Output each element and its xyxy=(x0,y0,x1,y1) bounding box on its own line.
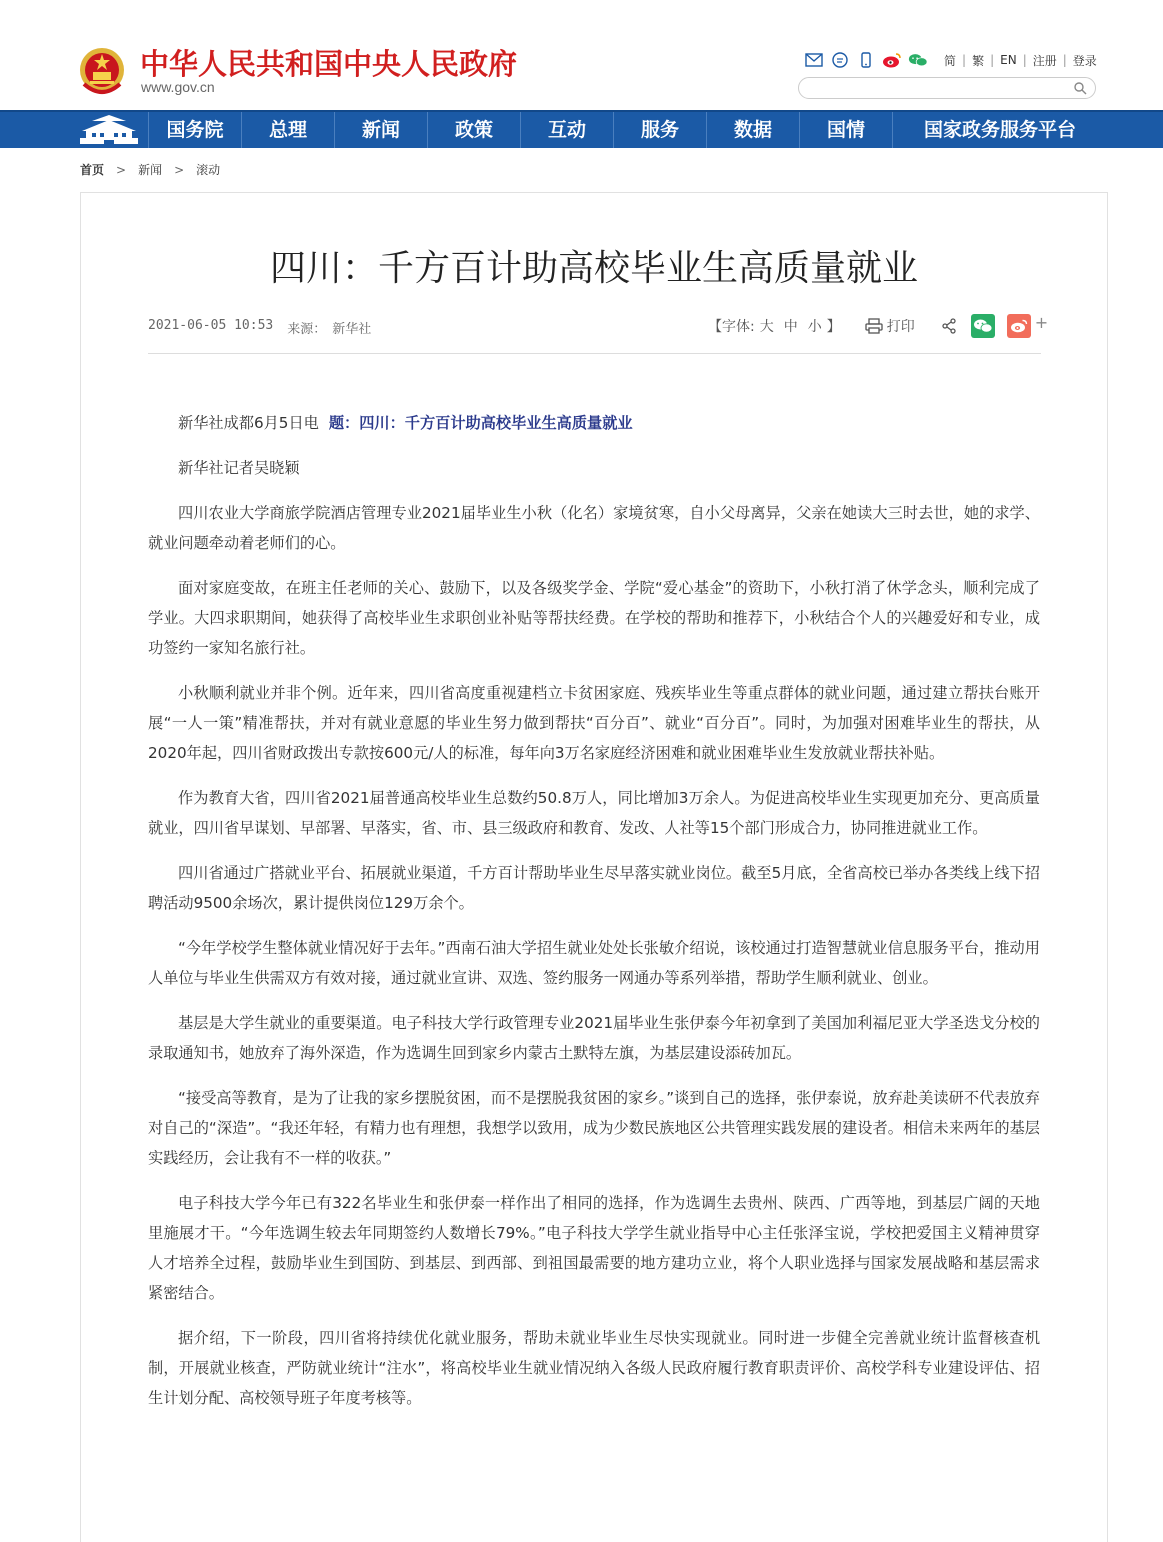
source-name: 新华社 xyxy=(332,322,372,337)
site-header xyxy=(0,0,1163,110)
site-url: www.gov.cn xyxy=(141,79,215,95)
weibo-icon xyxy=(1010,319,1028,333)
search-input[interactable] xyxy=(798,77,1096,99)
chat-icon[interactable] xyxy=(830,51,850,69)
article-paragraph: 四川农业大学商旅学院酒店管理专业2021届毕业生小秋（化名）家境贫寒，自小父母离异，父亲在她读大三时去世，她的求学、就业问题牵动着老师们的心。 xyxy=(148,504,1040,552)
share-more-icon[interactable]: + xyxy=(1034,312,1049,332)
article-paragraph: “接受高等教育，是为了让我的家乡摆脱贫困，而不是摆脱我贫困的家乡。”谈到自己的选择，张伊泰说，放弃赴美读研不代表放弃对自己的“深造”。“我还年轻，有精力也有理想，我想学以致用，成为少数民族地区公共管理实践发展的建设者。相信未来两年的基层实践经历，会让我有不一样的收获。” xyxy=(148,1089,1040,1167)
mail-icon[interactable] xyxy=(804,51,824,69)
nav-item-data[interactable]: 数据 xyxy=(706,112,799,148)
article-paragraph: 面对家庭变故，在班主任老师的关心、鼓励下，以及各级奖学金、学院“爱心基金”的资助下，小秋打消了休学念头，顺利完成了学业。大四求职期间，她获得了高校毕业生求职创业补贴等帮扶经费。在学校的帮助和推荐下，小秋结合个人的兴趣爱好和专业，成功签约一家知名旅行社。 xyxy=(148,579,1040,657)
article-paragraph: 基层是大学生就业的重要渠道。电子科技大学行政管理专业2021届毕业生张伊泰今年初拿到了美国加利福尼亚大学圣迭戈分校的录取通知书，她放弃了海外深造，作为选调生回到家乡内蒙古土默特左旗，为基层建设添砖加瓦。 xyxy=(148,1014,1040,1062)
wechat-icon xyxy=(973,318,993,334)
site-title[interactable]: 中华人民共和国中央人民政府 xyxy=(140,47,518,81)
top-links xyxy=(938,52,1103,69)
nav-item-gov-service-platform[interactable]: 国家政务服务平台 xyxy=(892,112,1107,148)
font-label-open: 【字体: xyxy=(708,319,755,335)
share-icons xyxy=(941,314,1048,338)
chevron-right-icon: > xyxy=(174,162,185,177)
breadcrumb-home[interactable]: 首页 xyxy=(80,163,105,177)
article-dateline: 新华社成都6月5日电 xyxy=(178,414,319,432)
link-traditional[interactable]: 繁 xyxy=(972,53,985,68)
print-label: 打印 xyxy=(886,319,915,335)
breadcrumb xyxy=(80,161,220,178)
wechat-icon[interactable] xyxy=(908,51,928,69)
link-separator: | xyxy=(1062,53,1067,67)
font-size-control xyxy=(708,316,841,336)
article-body xyxy=(148,408,1040,1428)
font-size-large[interactable]: 大 xyxy=(759,319,774,335)
article-paragraph: 小秋顺利就业并非个例。近年来，四川省高度重视建档立卡贫困家庭、残疾毕业生等重点群体的就业问题，通过建立帮扶台账开展“一人一策”精准帮扶，并对有就业意愿的毕业生努力做到帮扶“百分百”、就业“百分百”。同时，为加强对困难毕业生的帮扶，从2020年起，四川省财政拨出专款按600元/人的标准，每年向3万名家庭经济困难和就业困难毕业生发放就业帮扶补贴。 xyxy=(148,684,1040,762)
link-login[interactable]: 登录 xyxy=(1072,53,1097,68)
nav-item-state-council[interactable]: 国务院 xyxy=(148,112,241,148)
tiananmen-icon[interactable] xyxy=(78,114,140,146)
nav-item-policy[interactable]: 政策 xyxy=(427,112,520,148)
article-datetime: 2021-06-05 10:53 xyxy=(148,318,274,333)
link-simplified[interactable]: 简 xyxy=(944,53,957,68)
national-emblem-icon[interactable] xyxy=(78,46,126,96)
nav-items xyxy=(148,112,1107,148)
article-paragraph: 作为教育大省，四川省2021届普通高校毕业生总数约50.8万人，同比增加3万余人。为促进高校毕业生实现更加充分、更高质量就业，四川省早谋划、早部署、早落实，省、市、县三级政府和教育、发改、人社等15个部门形成合力，协同推进就业工作。 xyxy=(148,789,1040,837)
link-separator: | xyxy=(990,53,995,67)
font-label-close: 】 xyxy=(826,319,841,335)
article-paragraph: 新华社记者吴晓颖 xyxy=(178,459,300,477)
main-nav xyxy=(0,110,1163,148)
font-size-medium[interactable]: 中 xyxy=(783,319,798,335)
share-weibo-button[interactable] xyxy=(1007,314,1031,338)
breadcrumb-news[interactable]: 新闻 xyxy=(138,163,163,177)
nav-item-national-info[interactable]: 国情 xyxy=(799,112,892,148)
chevron-right-icon: > xyxy=(116,162,127,177)
link-separator: | xyxy=(962,53,967,67)
share-wechat-button[interactable] xyxy=(971,314,995,338)
search-icon[interactable] xyxy=(1073,81,1087,95)
source-label: 来源： xyxy=(287,322,327,337)
article-source xyxy=(287,318,371,337)
article-paragraph: “今年学校学生整体就业情况好于去年。”西南石油大学招生就业处处长张敏介绍说，该校通过打造智慧就业信息服务平台，推动用人单位与毕业生供需双方有效对接，通过就业宣讲、双选、签约服务一网通办等系列举措，帮助学生顺利就业、创业。 xyxy=(148,939,1040,987)
font-size-small[interactable]: 小 xyxy=(807,319,822,335)
mobile-icon[interactable] xyxy=(856,51,876,69)
print-button[interactable] xyxy=(865,316,915,336)
link-register[interactable]: 注册 xyxy=(1032,53,1057,68)
article-lead xyxy=(148,408,1040,438)
article-lead-title: 题：四川：千方百计助高校毕业生高质量就业 xyxy=(328,414,633,432)
article-paragraph: 电子科技大学今年已有322名毕业生和张伊泰一样作出了相同的选择，作为选调生去贵州、陕西、广西等地，到基层广阔的天地里施展才干。“今年选调生较去年同期签约人数增长79%。”电子科技大学学生就业指导中心主任张泽宝说，学校把爱国主义精神贯穿人才培养全过程，鼓励毕业生到国防、到基层、到西部、到祖国最需要的地方建功立业，将个人职业选择与国家发展战略和基层需求紧密结合。 xyxy=(148,1194,1040,1302)
nav-item-news[interactable]: 新闻 xyxy=(334,112,427,148)
nav-item-service[interactable]: 服务 xyxy=(613,112,706,148)
weibo-icon[interactable] xyxy=(882,51,902,69)
article-paragraph: 据介绍，下一阶段，四川省将持续优化就业服务，帮助未就业毕业生尽快实现就业。同时进一步健全完善就业统计监督核查机制，开展就业核查，严防就业统计“注水”，将高校毕业生就业情况纳入各级人民政府履行教育职责评价、高校学科专业建设评估、招生计划分配、高校领导班子年度考核等。 xyxy=(148,1329,1040,1407)
share-icon[interactable] xyxy=(941,318,957,334)
nav-item-premier[interactable]: 总理 xyxy=(241,112,334,148)
printer-icon xyxy=(865,318,883,334)
top-tools xyxy=(804,50,1103,70)
article-tools xyxy=(708,314,1048,338)
link-separator: | xyxy=(1022,53,1027,67)
article-title: 四川：千方百计助高校毕业生高质量就业 xyxy=(269,248,918,289)
link-english[interactable]: EN xyxy=(1000,53,1017,67)
breadcrumb-scroll[interactable]: 滚动 xyxy=(196,163,221,177)
nav-item-interaction[interactable]: 互动 xyxy=(520,112,613,148)
article-paragraph: 四川省通过广搭就业平台、拓展就业渠道，千方百计帮助毕业生尽早落实就业岗位。截至5月底，全省高校已举办各类线上线下招聘活动9500余场次，累计提供岗位129万余个。 xyxy=(148,864,1040,912)
meta-divider xyxy=(148,353,1041,354)
article-meta xyxy=(148,318,371,337)
